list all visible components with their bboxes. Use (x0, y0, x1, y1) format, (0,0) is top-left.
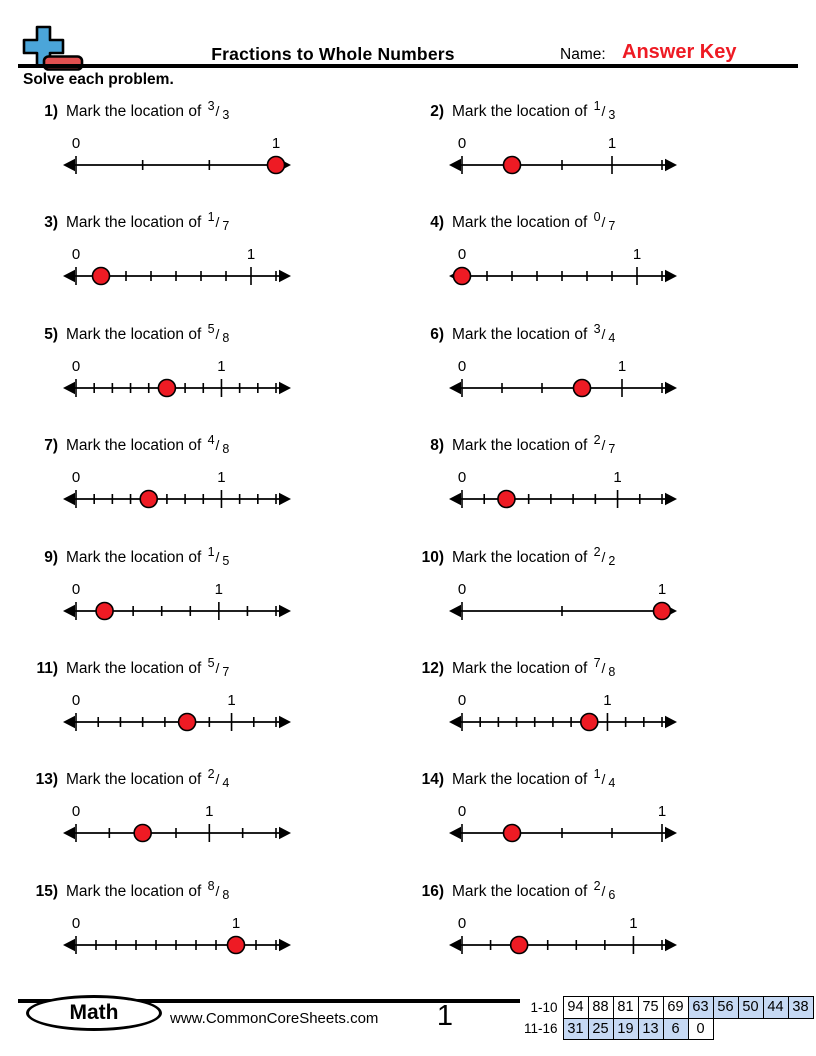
problem-header (28, 430, 414, 459)
fraction-numerator: 2 (593, 433, 601, 448)
left-arrow-icon (63, 270, 75, 282)
fraction-slash: / (601, 882, 606, 899)
right-arrow-icon (279, 493, 291, 505)
problem-block (414, 764, 800, 875)
page-title: Fractions to Whole Numbers (211, 44, 455, 64)
fraction-denominator: 5 (222, 553, 230, 568)
left-arrow-icon (63, 493, 75, 505)
fraction-denominator: 4 (608, 776, 616, 791)
fraction-slash: / (601, 659, 606, 676)
score-cell: 31 (563, 1018, 588, 1040)
one-label: 1 (657, 580, 667, 598)
fraction-denominator: 8 (608, 664, 616, 679)
problem-prompt (452, 764, 615, 793)
score-cell: 63 (688, 997, 713, 1019)
left-arrow-icon (63, 716, 75, 728)
prompt-text: Mark the location of (66, 548, 206, 566)
answer-dot (140, 491, 157, 508)
problem-prompt (66, 430, 229, 459)
score-cell: 13 (638, 1018, 663, 1040)
score-cell: 69 (663, 997, 688, 1019)
number-line (62, 133, 292, 179)
fraction-denominator: 8 (222, 887, 230, 902)
fraction-denominator: 8 (222, 442, 230, 457)
problem-number: 4) (430, 214, 444, 232)
fraction-slash: / (601, 214, 606, 231)
zero-label: 0 (457, 691, 467, 709)
number-line (448, 913, 678, 959)
problem-number: 15) (35, 882, 58, 900)
score-cell: 38 (788, 997, 813, 1019)
left-arrow-icon (63, 382, 75, 394)
score-cell: 56 (713, 997, 738, 1019)
number-line (62, 467, 292, 513)
prompt-text: Mark the location of (66, 882, 206, 900)
problem-prompt (66, 764, 229, 793)
problem-prompt (452, 876, 615, 905)
fraction-numerator: 0 (593, 210, 601, 225)
one-label: 1 (613, 469, 622, 487)
fraction-numerator: 1 (207, 210, 215, 225)
problem-header (414, 542, 800, 571)
problem-prompt (452, 319, 615, 348)
one-label: 1 (617, 357, 627, 375)
fraction-numerator: 1 (593, 99, 601, 113)
problem-header (28, 319, 414, 348)
answer-dot (511, 936, 528, 953)
problem-number: 3) (44, 214, 58, 232)
score-cell: 94 (563, 997, 588, 1019)
one-label: 1 (657, 803, 667, 821)
score-row (487, 997, 813, 1019)
answer-dot (654, 602, 671, 619)
answer-dot (179, 713, 196, 730)
problem-number: 12) (421, 659, 444, 677)
page-number: 1 (436, 1000, 454, 1032)
answer-dot (504, 157, 521, 174)
problem-number: 9) (44, 548, 58, 566)
problem-block (28, 542, 414, 653)
right-arrow-icon (279, 939, 291, 951)
number-line (448, 133, 678, 179)
problem-number: 13) (35, 771, 58, 789)
score-cell: 88 (588, 997, 613, 1019)
fraction-slash: / (215, 882, 220, 899)
problem-block (28, 430, 414, 541)
one-label: 1 (632, 246, 642, 264)
right-arrow-icon (279, 270, 291, 282)
fraction-denominator: 6 (608, 887, 616, 902)
answer-dot (96, 602, 113, 619)
fraction-denominator: 3 (222, 108, 230, 122)
prompt-text: Mark the location of (66, 771, 206, 789)
left-arrow-icon (449, 716, 461, 728)
one-label: 1 (271, 135, 281, 152)
zero-label: 0 (71, 803, 81, 821)
answer-dot (228, 936, 245, 953)
right-arrow-icon (279, 827, 291, 839)
fraction-slash: / (215, 659, 220, 676)
one-label: 1 (246, 246, 256, 264)
problem-number: 11) (36, 659, 58, 677)
left-arrow-icon (449, 493, 461, 505)
fraction-slash: / (215, 548, 220, 565)
zero-label: 0 (71, 357, 81, 375)
number-line (62, 913, 292, 959)
zero-label: 0 (71, 691, 81, 709)
one-label: 1 (214, 580, 224, 598)
zero-label: 0 (71, 469, 81, 487)
fraction-slash: / (601, 437, 606, 454)
problem-number: 16) (421, 882, 444, 900)
answer-dot (134, 825, 151, 842)
fraction-numerator: 3 (207, 99, 215, 113)
right-arrow-icon (665, 716, 677, 728)
fraction-numerator: 3 (593, 321, 601, 336)
problem-block (28, 876, 414, 987)
number-line (448, 579, 678, 625)
right-arrow-icon (279, 382, 291, 394)
fraction-numerator: 5 (207, 655, 215, 670)
score-cell: 44 (763, 997, 788, 1019)
score-cell: 6 (663, 1018, 688, 1040)
website-url: www.CommonCoreSheets.com (170, 1010, 379, 1027)
fraction-numerator: 5 (207, 321, 215, 336)
problem-block (28, 207, 414, 318)
number-line (62, 690, 292, 736)
score-table (487, 996, 814, 1040)
score-cell: 81 (613, 997, 638, 1019)
one-label: 1 (227, 691, 236, 709)
problem-prompt (66, 542, 229, 571)
right-arrow-icon (665, 270, 677, 282)
problem-header (414, 430, 800, 459)
fraction-numerator: 7 (593, 655, 601, 670)
prompt-text: Mark the location of (452, 548, 592, 566)
prompt-text: Mark the location of (452, 214, 592, 232)
problem-block (28, 764, 414, 875)
fraction-numerator: 1 (207, 544, 215, 559)
answer-dot (158, 379, 175, 396)
answer-dot (574, 379, 591, 396)
problems-grid (28, 96, 800, 987)
fraction-denominator: 8 (222, 330, 230, 345)
one-label: 1 (217, 357, 226, 375)
one-label: 1 (231, 914, 241, 932)
zero-label: 0 (71, 246, 81, 264)
logo-minus-icon (44, 57, 82, 70)
right-arrow-icon (665, 159, 677, 171)
zero-label: 0 (457, 357, 467, 375)
problem-block (414, 876, 800, 987)
fraction-denominator: 4 (222, 776, 230, 791)
number-line (62, 579, 292, 625)
left-arrow-icon (449, 382, 461, 394)
problem-prompt (452, 430, 615, 459)
problem-header (414, 764, 800, 793)
fraction-denominator: 2 (608, 553, 616, 568)
problem-header (414, 207, 800, 236)
left-arrow-icon (449, 827, 461, 839)
subject-badge: Math (26, 995, 162, 1031)
answer-dot (581, 713, 598, 730)
problem-prompt (66, 653, 229, 682)
problem-block (414, 542, 800, 653)
problem-prompt (452, 207, 615, 236)
problem-number: 2) (430, 103, 444, 120)
fraction-numerator: 4 (207, 433, 215, 448)
prompt-text: Mark the location of (66, 325, 206, 343)
number-line (448, 356, 678, 402)
fraction-numerator: 2 (593, 878, 601, 893)
zero-label: 0 (71, 914, 81, 932)
problem-block (414, 653, 800, 764)
zero-label: 0 (457, 580, 467, 598)
one-label: 1 (603, 691, 612, 709)
fraction-slash: / (215, 771, 220, 788)
prompt-text: Mark the location of (452, 882, 592, 900)
problem-number: 5) (44, 325, 58, 343)
answer-dot (498, 491, 515, 508)
zero-label: 0 (71, 135, 81, 152)
answer-dot (93, 268, 110, 285)
left-arrow-icon (63, 939, 75, 951)
score-cell: 19 (613, 1018, 638, 1040)
right-arrow-icon (665, 493, 677, 505)
problem-block (414, 207, 800, 318)
fraction-slash: / (215, 325, 220, 342)
score-cell: 25 (588, 1018, 613, 1040)
number-line (448, 690, 678, 736)
prompt-text: Mark the location of (66, 659, 206, 677)
problem-number: 8) (430, 437, 444, 455)
fraction-slash: / (215, 437, 220, 454)
zero-label: 0 (71, 580, 81, 598)
problem-header (28, 96, 414, 125)
problem-header (414, 653, 800, 682)
number-line (62, 244, 292, 290)
left-arrow-icon (449, 159, 461, 171)
one-label: 1 (217, 469, 226, 487)
problem-block (414, 319, 800, 430)
right-arrow-icon (665, 939, 677, 951)
problem-prompt (66, 876, 229, 905)
fraction-denominator: 7 (608, 442, 616, 457)
fraction-numerator: 2 (207, 767, 215, 782)
right-arrow-icon (279, 716, 291, 728)
prompt-text: Mark the location of (66, 103, 206, 120)
problem-prompt (66, 96, 229, 125)
fraction-numerator: 8 (207, 878, 215, 893)
problem-block (28, 319, 414, 430)
problem-number: 1) (44, 103, 58, 120)
zero-label: 0 (457, 469, 467, 487)
instructions-text: Solve each problem. (23, 71, 174, 88)
right-arrow-icon (279, 604, 291, 616)
zero-label: 0 (457, 803, 467, 821)
number-line (448, 467, 678, 513)
problem-header (414, 319, 800, 348)
problem-prompt (452, 653, 615, 682)
prompt-text: Mark the location of (452, 437, 592, 455)
problem-block (28, 653, 414, 764)
number-line (62, 801, 292, 847)
problem-prompt (66, 207, 229, 236)
zero-label: 0 (457, 914, 467, 932)
problem-block (28, 96, 414, 207)
prompt-text: Mark the location of (452, 325, 592, 343)
problem-prompt (452, 542, 615, 571)
fraction-denominator: 3 (608, 108, 616, 122)
fraction-slash: / (601, 548, 606, 565)
answer-dot (268, 157, 285, 174)
left-arrow-icon (63, 827, 75, 839)
left-arrow-icon (63, 604, 75, 616)
problem-number: 6) (430, 325, 444, 343)
fraction-slash: / (215, 103, 220, 119)
answer-key-text: Answer Key (622, 41, 737, 63)
one-label: 1 (629, 914, 638, 932)
score-cell: 75 (638, 997, 663, 1019)
score-row-label: 11-16 (523, 1021, 558, 1037)
fraction-denominator: 7 (608, 219, 616, 234)
problem-header (28, 876, 414, 905)
problem-header (28, 207, 414, 236)
name-label: Name: (560, 46, 606, 63)
number-line (448, 244, 678, 290)
problem-header (414, 96, 800, 125)
number-line (448, 801, 678, 847)
fraction-denominator: 7 (222, 664, 230, 679)
fraction-slash: / (601, 103, 606, 119)
one-label: 1 (607, 135, 617, 152)
prompt-text: Mark the location of (452, 103, 592, 120)
problem-block (414, 430, 800, 541)
problem-header (28, 653, 414, 682)
left-arrow-icon (449, 939, 461, 951)
problem-prompt (66, 319, 229, 348)
answer-dot (454, 268, 471, 285)
score-row (487, 1018, 813, 1040)
answer-dot (504, 825, 521, 842)
problem-number: 7) (44, 437, 58, 455)
prompt-text: Mark the location of (452, 659, 592, 677)
prompt-text: Mark the location of (66, 214, 206, 232)
score-cell: 0 (688, 1018, 713, 1040)
fraction-slash: / (601, 771, 606, 788)
fraction-denominator: 4 (608, 330, 616, 345)
prompt-text: Mark the location of (452, 771, 592, 789)
problem-header (28, 764, 414, 793)
problem-block (414, 96, 800, 207)
left-arrow-icon (63, 159, 75, 171)
problem-number: 10) (421, 548, 444, 566)
problem-header (414, 876, 800, 905)
fraction-numerator: 1 (593, 767, 601, 782)
zero-label: 0 (457, 246, 467, 264)
number-line (62, 356, 292, 402)
problem-number: 14) (421, 771, 444, 789)
problem-prompt (452, 96, 615, 125)
header-divider (18, 64, 798, 68)
zero-label: 0 (457, 135, 467, 152)
right-arrow-icon (665, 827, 677, 839)
score-row-label: 1-10 (530, 999, 558, 1015)
right-arrow-icon (665, 382, 677, 394)
left-arrow-icon (449, 604, 461, 616)
prompt-text: Mark the location of (66, 437, 206, 455)
score-cell: 50 (738, 997, 763, 1019)
fraction-slash: / (601, 325, 606, 342)
fraction-numerator: 2 (593, 544, 601, 559)
problem-header (28, 542, 414, 571)
one-label: 1 (205, 803, 214, 821)
fraction-denominator: 7 (222, 219, 230, 234)
fraction-slash: / (215, 214, 220, 231)
